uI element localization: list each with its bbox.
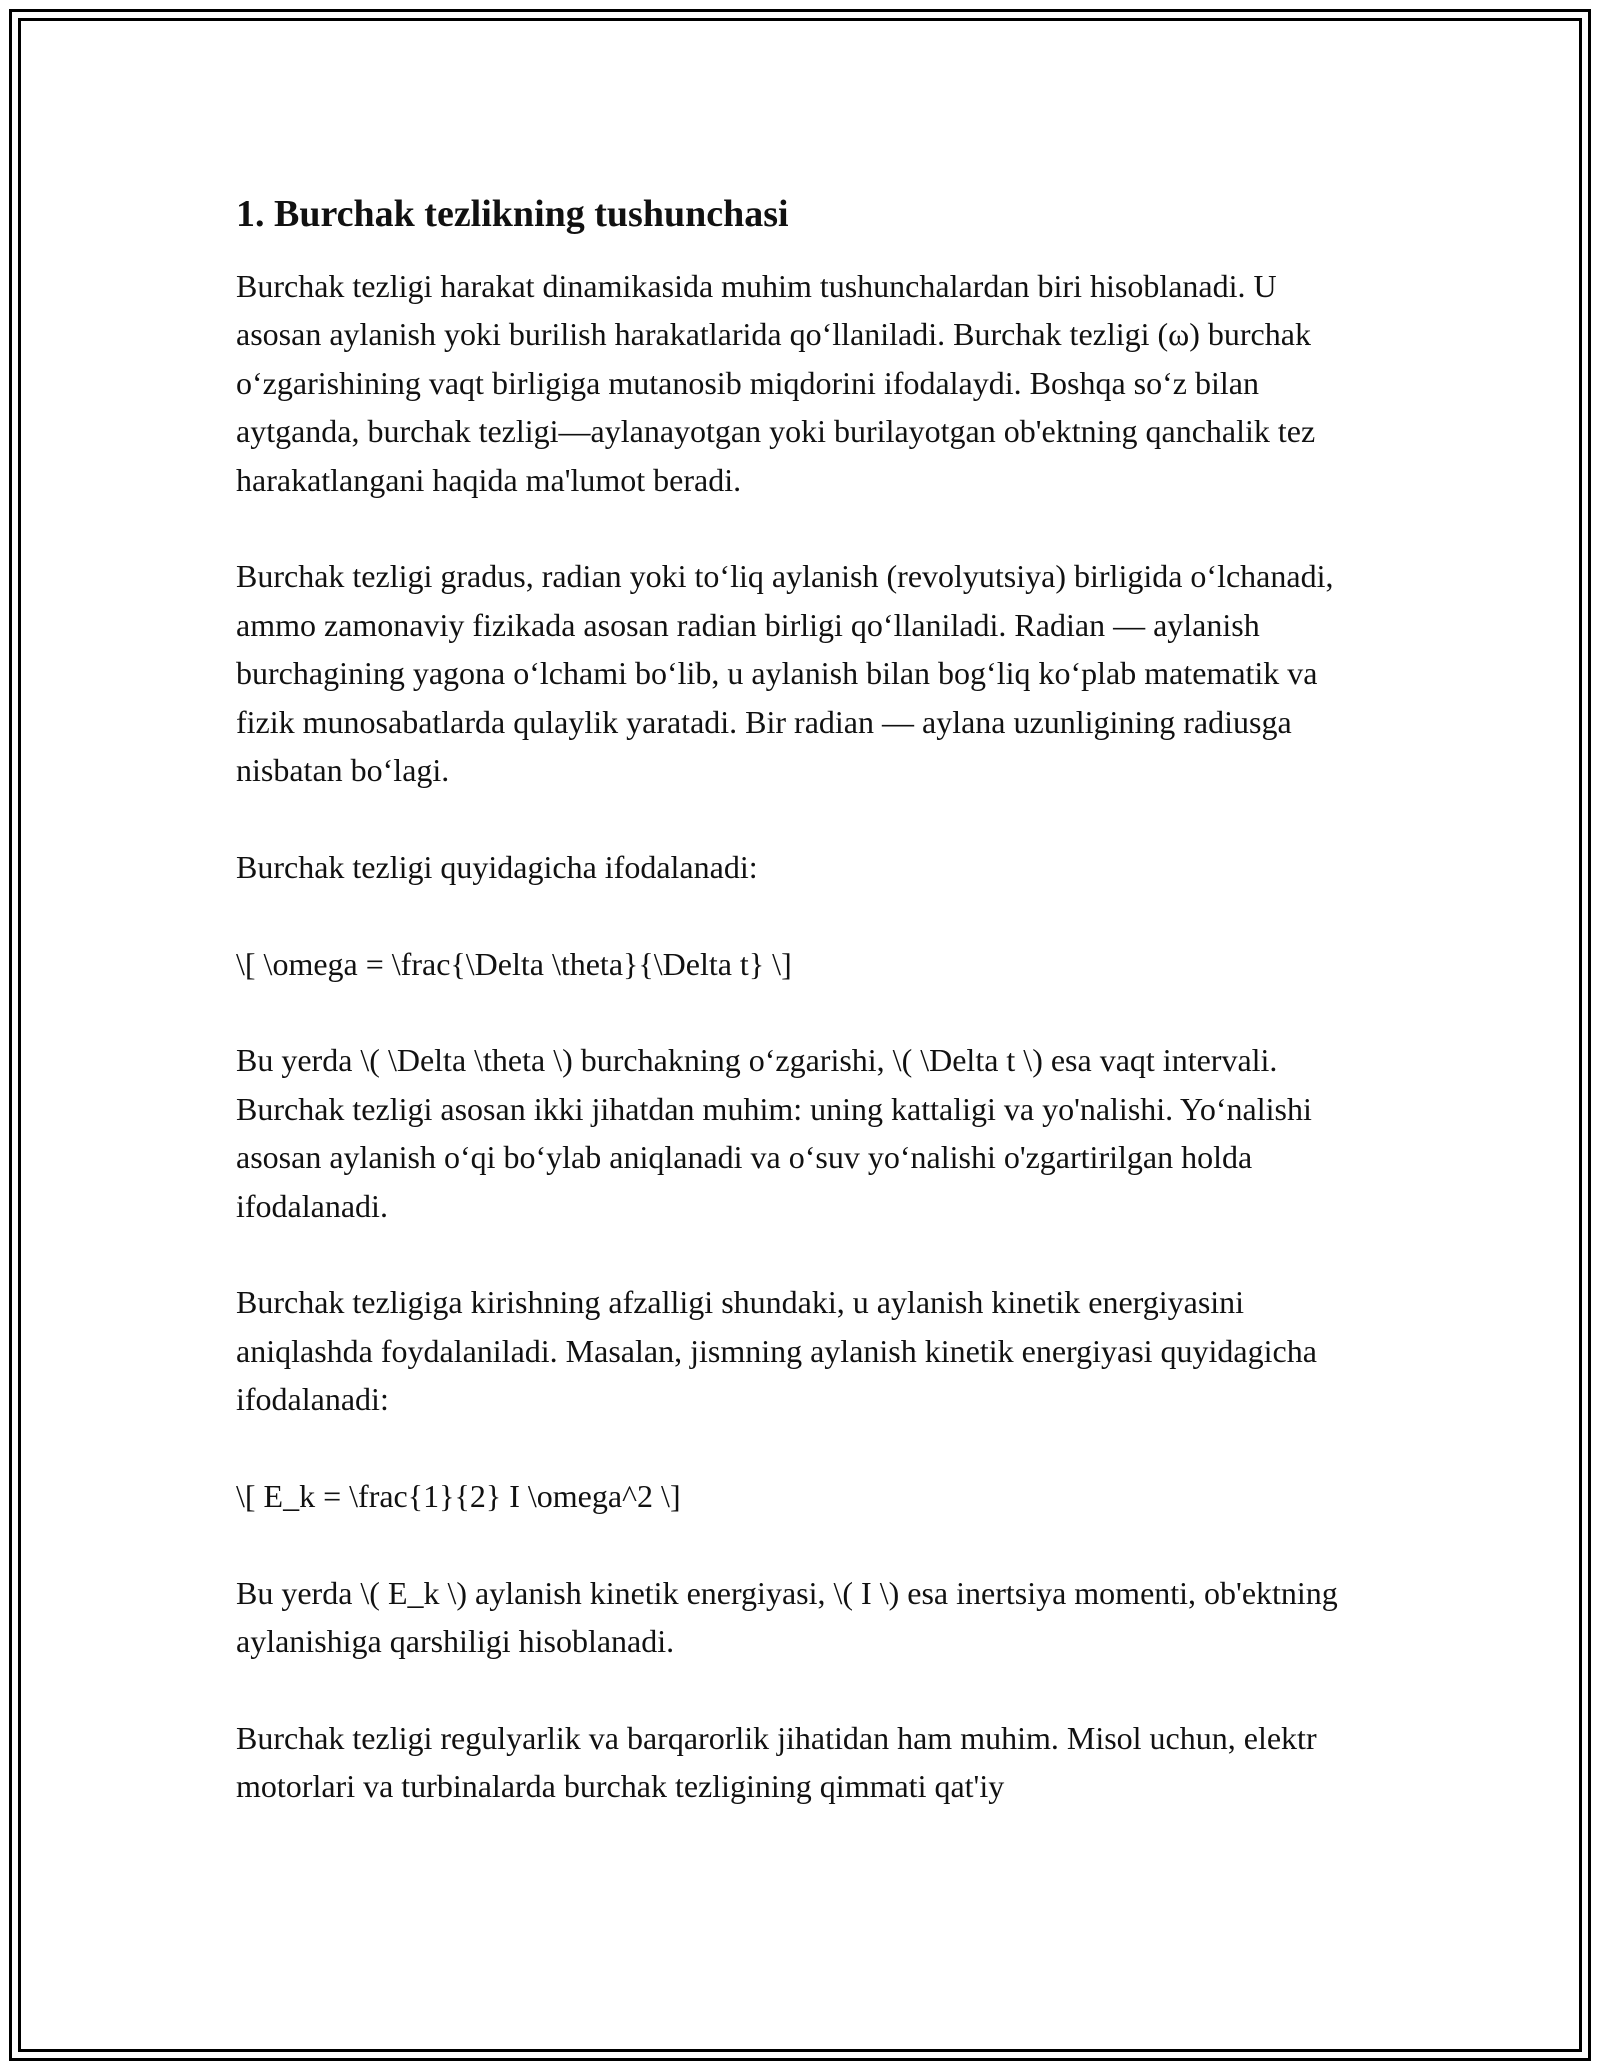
section-heading: 1. Burchak tezlikning tushunchasi (236, 193, 789, 235)
paragraph-angular-velocity-definition: Burchak tezligi harakat dinamikasida muhim tushunchalardan biri hisoblanadi. U asosan aylanish yoki burilish harakatlarida qo‘llaniladi. Burchak tezligi (ω) burchak o‘zgarishining vaqt birligiga mutanosib miqdorini ifodalaydi. Boshqa so‘z bilan aytganda, burchak tezligi—aylanayotgan yoki burilayotgan ob'ektning qanchalik tez harakatlangani haqida ma'lumot beradi. (236, 268, 1316, 498)
paragraph-kinetic-energy-explanation: Bu yerda \( E_k \) aylanish kinetik energiyasi, \( I \) esa inertsiya momenti, ob'ektning aylanishiga qarshiligi hisoblanadi. (236, 1574, 1338, 1660)
formula-kinetic-energy: \[ E_k = \frac{1}{2} I \omega^2 \] (236, 1478, 681, 1515)
paragraph-regularity: Burchak tezligi regulyarlik va barqarorlik jihatidan ham muhim. Misol uchun, elektr motorlari va turbinalarda burchak tezligining qimmati qat'iy (236, 1720, 1317, 1805)
paragraph-formula-explanation: Bu yerda \( \Delta \theta \) burchakning o‘zgarishi, \( \Delta t \) esa vaqt intervali. Burchak tezligi asosan ikki jihatdan muhim: uning kattaligi va yo'nalishi. Yo‘nalishi asosan aylanish o‘qi bo‘ylab aniqlanadi va o‘suv yo‘nalishi o'zgartirilgan holda ifodalanadi. (236, 1042, 1312, 1224)
formula-angular-velocity: \[ \omega = \frac{\Delta \theta}{\Delta t} \] (236, 945, 792, 982)
paragraph-kinetic-energy-intro: Burchak tezligiga kirishning afzalligi shundaki, u aylanish kinetik energiyasini aniqlashda foydalaniladi. Masalan, jismning aylanish kinetik energiyasi quyidagicha ifodalanadi: (236, 1284, 1317, 1418)
document-body (236, 186, 1356, 1811)
paragraph-formula-intro: Burchak tezligi quyidagicha ifodalanadi: (236, 848, 758, 885)
paragraph-units: Burchak tezligi gradus, radian yoki to‘liq aylanish (revolyutsiya) birligida o‘lchanadi, ammo zamonaviy fizikada asosan radian birligi qo‘llaniladi. Radian — aylanish burchagining yagona o‘lchami bo‘lib, u aylanish bilan bog‘liq ko‘plab matematik va fizik munosabatlarda qulaylik yaratadi. Bir radian — aylana uzunligining radiusga nisbatan bo‘lagi. (236, 558, 1334, 789)
